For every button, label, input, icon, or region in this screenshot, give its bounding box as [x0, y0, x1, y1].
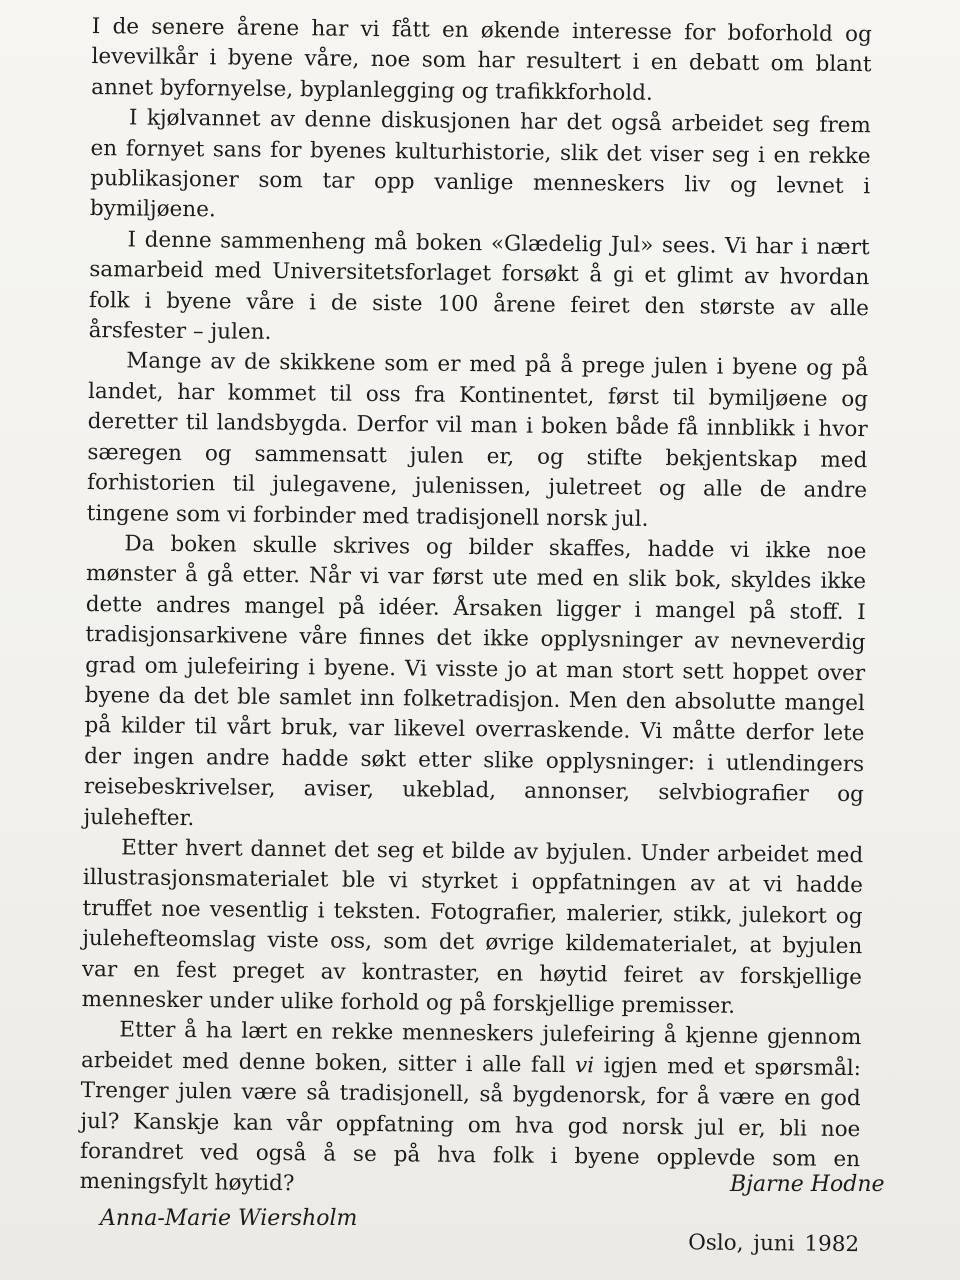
signature-bjarne-hodne: Bjarne Hodne: [730, 1172, 885, 1197]
paragraph-3: I denne sammenheng må boken «Glædelig Jul» sees. Vi har i nært samarbeid med Universitetsforlaget forsøkt å gi et glimt av hvordan folk i byene våre i de siste 100 årene feiret den største av alle årsfester – julen.: [88, 227, 870, 345]
paragraph-5: Da boken skulle skrives og bilder skaffes, hadde vi ikke noe mønster å gå etter. Når vi var først ute med en slik bok, skyldes ikke dette andres mangel på idéer. Årsaken ligger i mangel på stoff. I tradisjonsarkivene våre finnes det ikke opplysninger av nevneverdig grad om julefeiring i byene. Vi visste jo at man stort sett hoppet over byene da det ble samlet inn folketradisjon. Men den absolutte mangel på kilder til vårt bruk, var likevel overraskende. Vi måtte derfor lete der ingen andre hadde søkt etter slike opplysninger: i utlendingers reisebeskrivelser, aviser, ukeblad, annonser, selvbiografier og julehefter.: [83, 531, 867, 831]
dateline: Oslo, juni 1982: [688, 1230, 860, 1257]
paragraph-7-end: igjen med et spørsmål: Trenger julen være så tradisjonell, så bygdenorsk, for å være en god jul? Kanskje kan vår oppfatning om hva god norsk jul er, bli noe forandret ved også å se på hva folk i byene opplevde som en meningsfylt høytid?: [79, 1053, 862, 1197]
paragraph-7-start: Etter å ha lært en rekke menneskers julefeiring å kjenne gjennom arbeidet med denne boken, sitter i alle fall: [80, 1017, 862, 1078]
signature-anna-marie-wiersholm: Anna-Marie Wiersholm: [100, 1206, 358, 1231]
paragraph-4: Mange av de skikkene som er med på å prege julen i byene og på landet, har kommet til oss fra Kontinentet, først til bymiljøene og deretter til landsbygda. Derfor vil man i boken både få innblikk i hvor særegen og sammensatt julen er, og stifte bekjentskap med forhistorien til julegavene, julenissen, juletreet og alle de andre tingene som vi forbinder med tradisjonell norsk jul.: [86, 348, 869, 532]
paragraph-7-emphasis: vi: [574, 1052, 595, 1079]
paragraph-1: I de senere årene har vi fått en økende interesse for boforhold og levevilkår i byene våre, noe som har resultert i en debatt om blant annet byfornyelse, byplanlegging og trafikkforhold.: [91, 13, 872, 106]
paragraph-6: Etter hvert dannet det seg et bilde av byjulen. Under arbeidet med illustrasjonsmaterialet ble vi styrket i oppfatningen av at vi hadde truffet noe vesentlig i teksten. Fotografier, malerier, stikk, julekort og julehefteomslag viste oss, som det øvrige kildematerialet, at byjulen var en fest preget av kontraster, en høytid feiret av forskjellige mennesker under ulike forhold og på forskjellige premisser.: [81, 835, 864, 1019]
paragraph-2: I kjølvannet av denne diskusjonen har det også arbeidet seg frem en fornyet sans for byenes kulturhistorie, slik det viser seg i en rekke publikasjoner som tar opp vanlige menneskers liv og levnet i bymiljøene.: [89, 105, 871, 223]
preface-text-block: [79, 12, 872, 1260]
